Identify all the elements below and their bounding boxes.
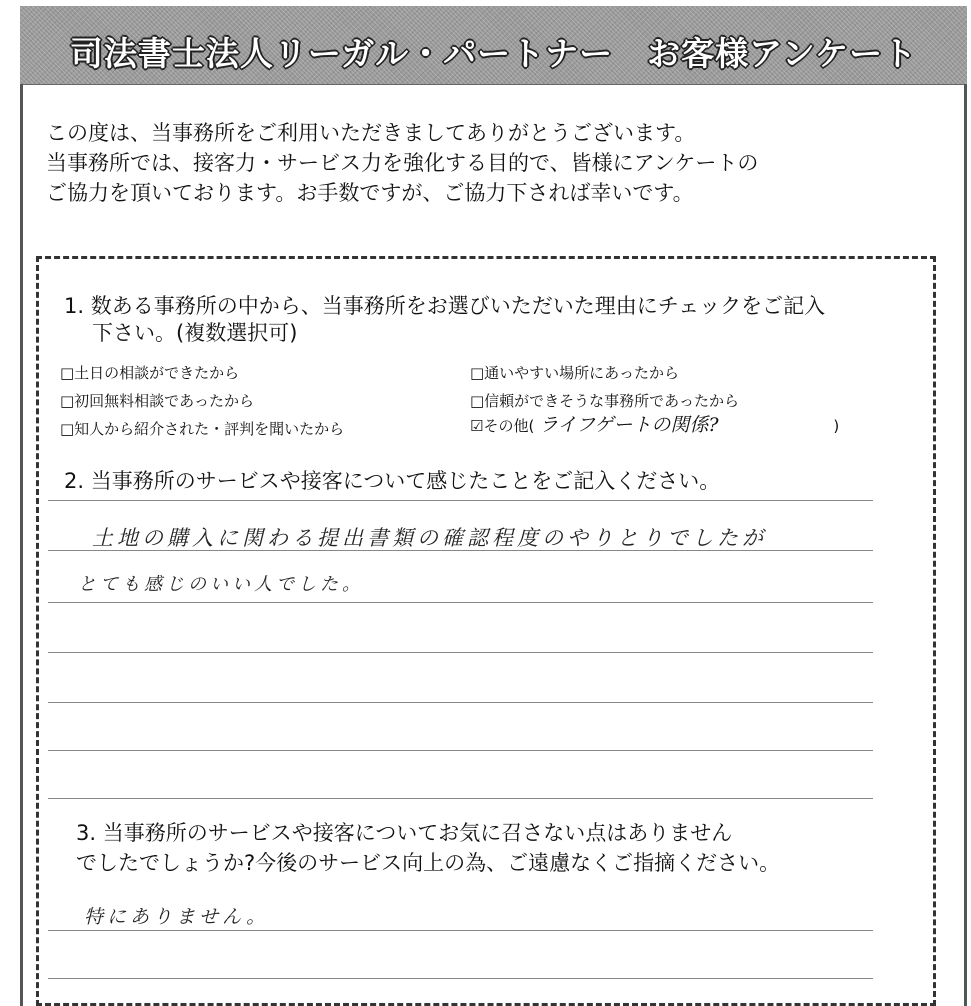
answer-rule bbox=[48, 500, 873, 501]
intro-line: この度は、当事務所をご利用いただきましてありがとうございます。 bbox=[46, 121, 696, 145]
q2-question: 2. 当事務所のサービスや接客について感じたことをご記入ください。 bbox=[64, 469, 721, 493]
option-label: □土日の相談ができたから bbox=[60, 364, 240, 382]
answer-rule bbox=[48, 930, 873, 931]
frame-right-border bbox=[964, 84, 967, 1006]
option-label: □信頼ができそうな事務所であったから bbox=[470, 392, 740, 410]
q1-option-free-consultation[interactable] bbox=[60, 392, 254, 410]
option-label: □知人から紹介された・評判を聞いたから bbox=[60, 420, 345, 438]
other-handwritten-answer: ライフゲートの関係? bbox=[539, 414, 719, 436]
other-close-paren: ) bbox=[833, 417, 840, 435]
frame-left-border bbox=[20, 84, 23, 1006]
survey-title: 司法書士法人リーガル・パートナー お客様アンケート bbox=[69, 34, 918, 73]
q3-question-line1: 3. 当事務所のサービスや接客についてお気に召さない点はありません bbox=[76, 821, 733, 845]
answer-rule bbox=[48, 652, 873, 653]
q1-option-location[interactable] bbox=[470, 364, 679, 382]
answer-rule bbox=[48, 750, 873, 751]
q1-question-line2: 下さい。(複数選択可) bbox=[92, 321, 298, 345]
answer-rule bbox=[48, 602, 873, 603]
answer-rule bbox=[48, 798, 873, 799]
option-label: □通いやすい場所にあったから bbox=[470, 364, 680, 382]
answer-rule bbox=[48, 702, 873, 703]
q1-option-other[interactable] bbox=[470, 416, 839, 435]
q2-handwritten-answer-line1: 土地の購入に関わる提出書類の確認程度のやりとりでしたが bbox=[92, 526, 767, 550]
q2-handwritten-answer-line2: とても感じのいい人でした。 bbox=[78, 574, 364, 595]
answer-rule bbox=[48, 978, 873, 979]
intro-line: 当事務所では、接客力・サービス力を強化する目的で、皆様にアンケートの bbox=[46, 151, 759, 175]
option-label: □初回無料相談であったから bbox=[60, 392, 255, 410]
q1-option-trustworthy[interactable] bbox=[470, 392, 739, 410]
intro-line: ご協力を頂いております。お手数ですが、ご協力下されば幸いです。 bbox=[46, 181, 694, 205]
title-banner bbox=[20, 6, 967, 85]
q1-question-line1: 1. 数ある事務所の中から、当事務所をお選びいただいた理由にチェックをご記入 bbox=[64, 294, 826, 318]
option-label: ☑その他( bbox=[470, 417, 535, 435]
q1-option-weekend[interactable] bbox=[60, 364, 239, 382]
intro-text bbox=[46, 118, 946, 208]
q3-handwritten-answer: 特にありません。 bbox=[84, 906, 270, 928]
answer-rule bbox=[48, 550, 873, 551]
q3-question-line2: でしたでしょうか?今後のサービス向上の為、ご遠慮なくご指摘ください。 bbox=[76, 851, 781, 875]
q1-option-referral[interactable] bbox=[60, 420, 344, 438]
